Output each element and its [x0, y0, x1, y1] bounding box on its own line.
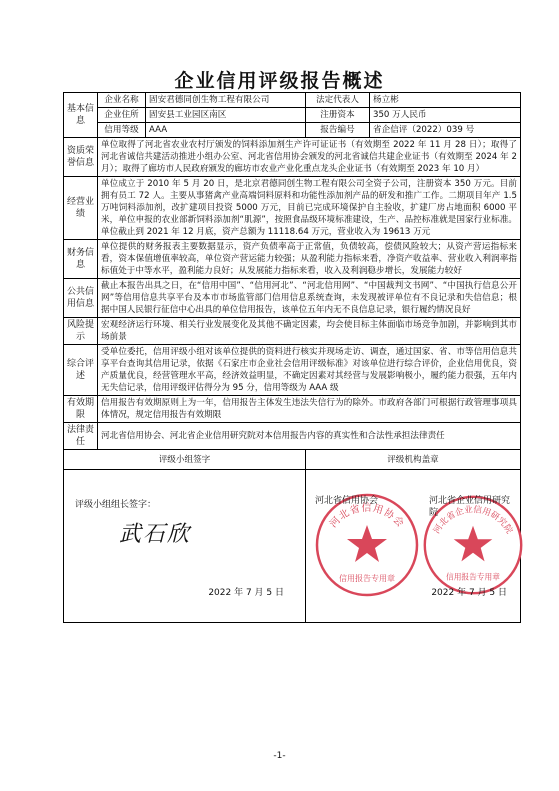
legal-rep-value: 杨立彬 — [370, 93, 521, 108]
section-label-performance: 经营业绩 — [64, 177, 98, 240]
section-label-basic: 基本信息 — [64, 93, 98, 138]
signature-cell-right — [306, 470, 521, 623]
seal-bottom-text: 信用报告专用章 — [339, 574, 395, 583]
section-text-summary: 受单位委托，信用评级小组对该单位提供的资料进行核实并现场走访、调查，通过国家、省、市等信用信息共享平台查询其信用记录，依据《石家庄市企业社会信用评级标准》对该单位进行综合评价，企业信用优良，资产质量优良，经营管理水平高，经济效益明显，不确定因素对其经营与发展影响极小，履约能力很强，五年内无失信记录，信用评级评估得分为 95 分，信用等级为 AAA 级 — [98, 345, 521, 396]
report-no-label: 报告编号 — [306, 123, 370, 138]
grade-value: AAA — [146, 123, 306, 138]
section-label-validity: 有效期限 — [64, 396, 98, 423]
report-table — [63, 92, 521, 623]
row-liability — [64, 423, 521, 450]
org-name-institute: 河北省企业信用研究院 — [429, 496, 511, 518]
row-summary — [64, 345, 521, 396]
handwritten-signature: 武石欣 — [119, 522, 192, 547]
seal-bottom-text: 信用报告专用章 — [446, 572, 500, 582]
signature-date-left: 2022 年 7 月 5 日 — [208, 588, 284, 598]
company-name-label: 企业名称 — [98, 93, 146, 108]
capital-value: 350 万人民币 — [370, 108, 521, 123]
section-label-qualification: 资质荣誉信息 — [64, 138, 98, 177]
section-text-validity: 信用报告有效期原则上为一年，信用报告主体发生违法失信行为的除外。市政府各部门可根据行政管理事项具体情况，规定信用报告有效期限 — [98, 396, 521, 423]
report-no-value: 省企信评（2022）039 号 — [370, 123, 521, 138]
section-text-finance: 单位提供的财务报表主要数据显示，资产负债率高于正常值，负债较高，偿债风险较大；从资产营运指标来看，资本保值增值率较高，单位资产营运能力较强；从盈利能力指标来看，净资产收益率、营业收入利润率指标值处于中等水平，盈利能力良好；从发展能力指标来看，收入及利润稳步增长，发展能力较好 — [98, 240, 521, 279]
section-label-risk: 风险提示 — [64, 318, 98, 345]
seal-star-icon — [347, 525, 387, 562]
section-label-finance: 财务信息 — [64, 240, 98, 279]
seal-arc-text: 河北省信用协会 — [327, 503, 407, 530]
capital-label: 注册资本 — [306, 108, 370, 123]
seal-star-icon — [454, 526, 493, 562]
page-number: -1- — [273, 751, 286, 761]
row-company-name — [64, 93, 521, 108]
signature-cell-left — [64, 470, 306, 623]
section-label-summary: 综合评述 — [64, 345, 98, 396]
row-qualification — [64, 138, 521, 177]
address-value: 固安县工业园区南区 — [146, 108, 306, 123]
section-text-risk: 宏观经济运行环境、相关行业发展变化及其他不确定因素，均会使目标主体面临市场竞争加剧，并影响到其市场前景 — [98, 318, 521, 345]
address-label: 企业住所 — [98, 108, 146, 123]
row-address — [64, 108, 521, 123]
row-signature-headers — [64, 450, 521, 470]
org-name-association: 河北省信用协会 — [315, 496, 379, 506]
row-finance — [64, 240, 521, 279]
grade-label: 信用等级 — [98, 123, 146, 138]
section-label-liability: 法律责任 — [64, 423, 98, 450]
row-risk — [64, 318, 521, 345]
section-text-performance: 单位成立于 2010 年 5 月 20 日，是北京君德同创生物工程有限公司全资子公司，注册资本 350 万元。目前拥有员工 72 人。主要从事猪禽产业高端饲料原料和功能性添加剂产品的研发和推广工作。二期项目年产 1.5 万吨饲料添加剂，改扩建项目投资 5000 万元，目前已完成环境保护自主验收，扩建厂房占地面积 6000 平米，单位申报的农业部新饲料添加剂“肌源”，按照食品级环境标准建设，生产、品控标准就是国家行业标准。单位截止到 2021 年 12 月底，资产总额为 11118.64 万元，营业收入为 19613 万元 — [98, 177, 521, 240]
report-title: 企业信用评级报告概述 — [174, 70, 385, 92]
row-validity — [64, 396, 521, 423]
signature-date-right: 2022 年 7 月 5 日 — [431, 588, 507, 598]
legal-rep-label: 法定代表人 — [306, 93, 370, 108]
row-performance — [64, 177, 521, 240]
seal-arc-text: 河北省企业信用研究院 — [432, 505, 514, 536]
row-grade — [64, 123, 521, 138]
row-signatures — [64, 470, 521, 623]
section-text-public-credit: 截止本报告出具之日，在“信用中国”、“信用河北”、“河北信用网”、“中国裁判文书网”、“中国执行信息公开网”等信用信息共享平台及本市市场监管部门信用信息系统查询，未发现被评单位有不良记录和失信信息；根据中国人民银行征信中心出具的单位信用报告，该单位五年内无不良信息记录，银行履约情况良好 — [98, 279, 521, 318]
row-public-credit — [64, 279, 521, 318]
section-text-qualification: 单位取得了河北省农业农村厅颁发的饲料添加剂生产许可证证书（有效期至 2022 年 11 月 28 日）；取得了河北省诚信共建活动推进小组办公室、河北省信用协会颁发的河北省诚信共建企业证书（有效期至 2024 年 2 月）；取得了廊坊市人民政府颁发的廊坊市农业产业化重点龙头企业证书（有效期至 2023 年 10 月） — [98, 138, 521, 177]
signature-header-left: 评级小组签字 — [64, 450, 306, 470]
company-name-value: 固安君德同创生物工程有限公司 — [146, 93, 306, 108]
section-label-public-credit: 公共信用信息 — [64, 279, 98, 318]
leader-signature-label: 评级小组组长签字： — [75, 500, 157, 510]
section-text-liability: 河北省信用协会、河北省企业信用研究院对本信用报告内容的真实性和合法性承担法律责任 — [98, 423, 521, 450]
signature-header-right: 评级机构盖章 — [306, 450, 521, 470]
